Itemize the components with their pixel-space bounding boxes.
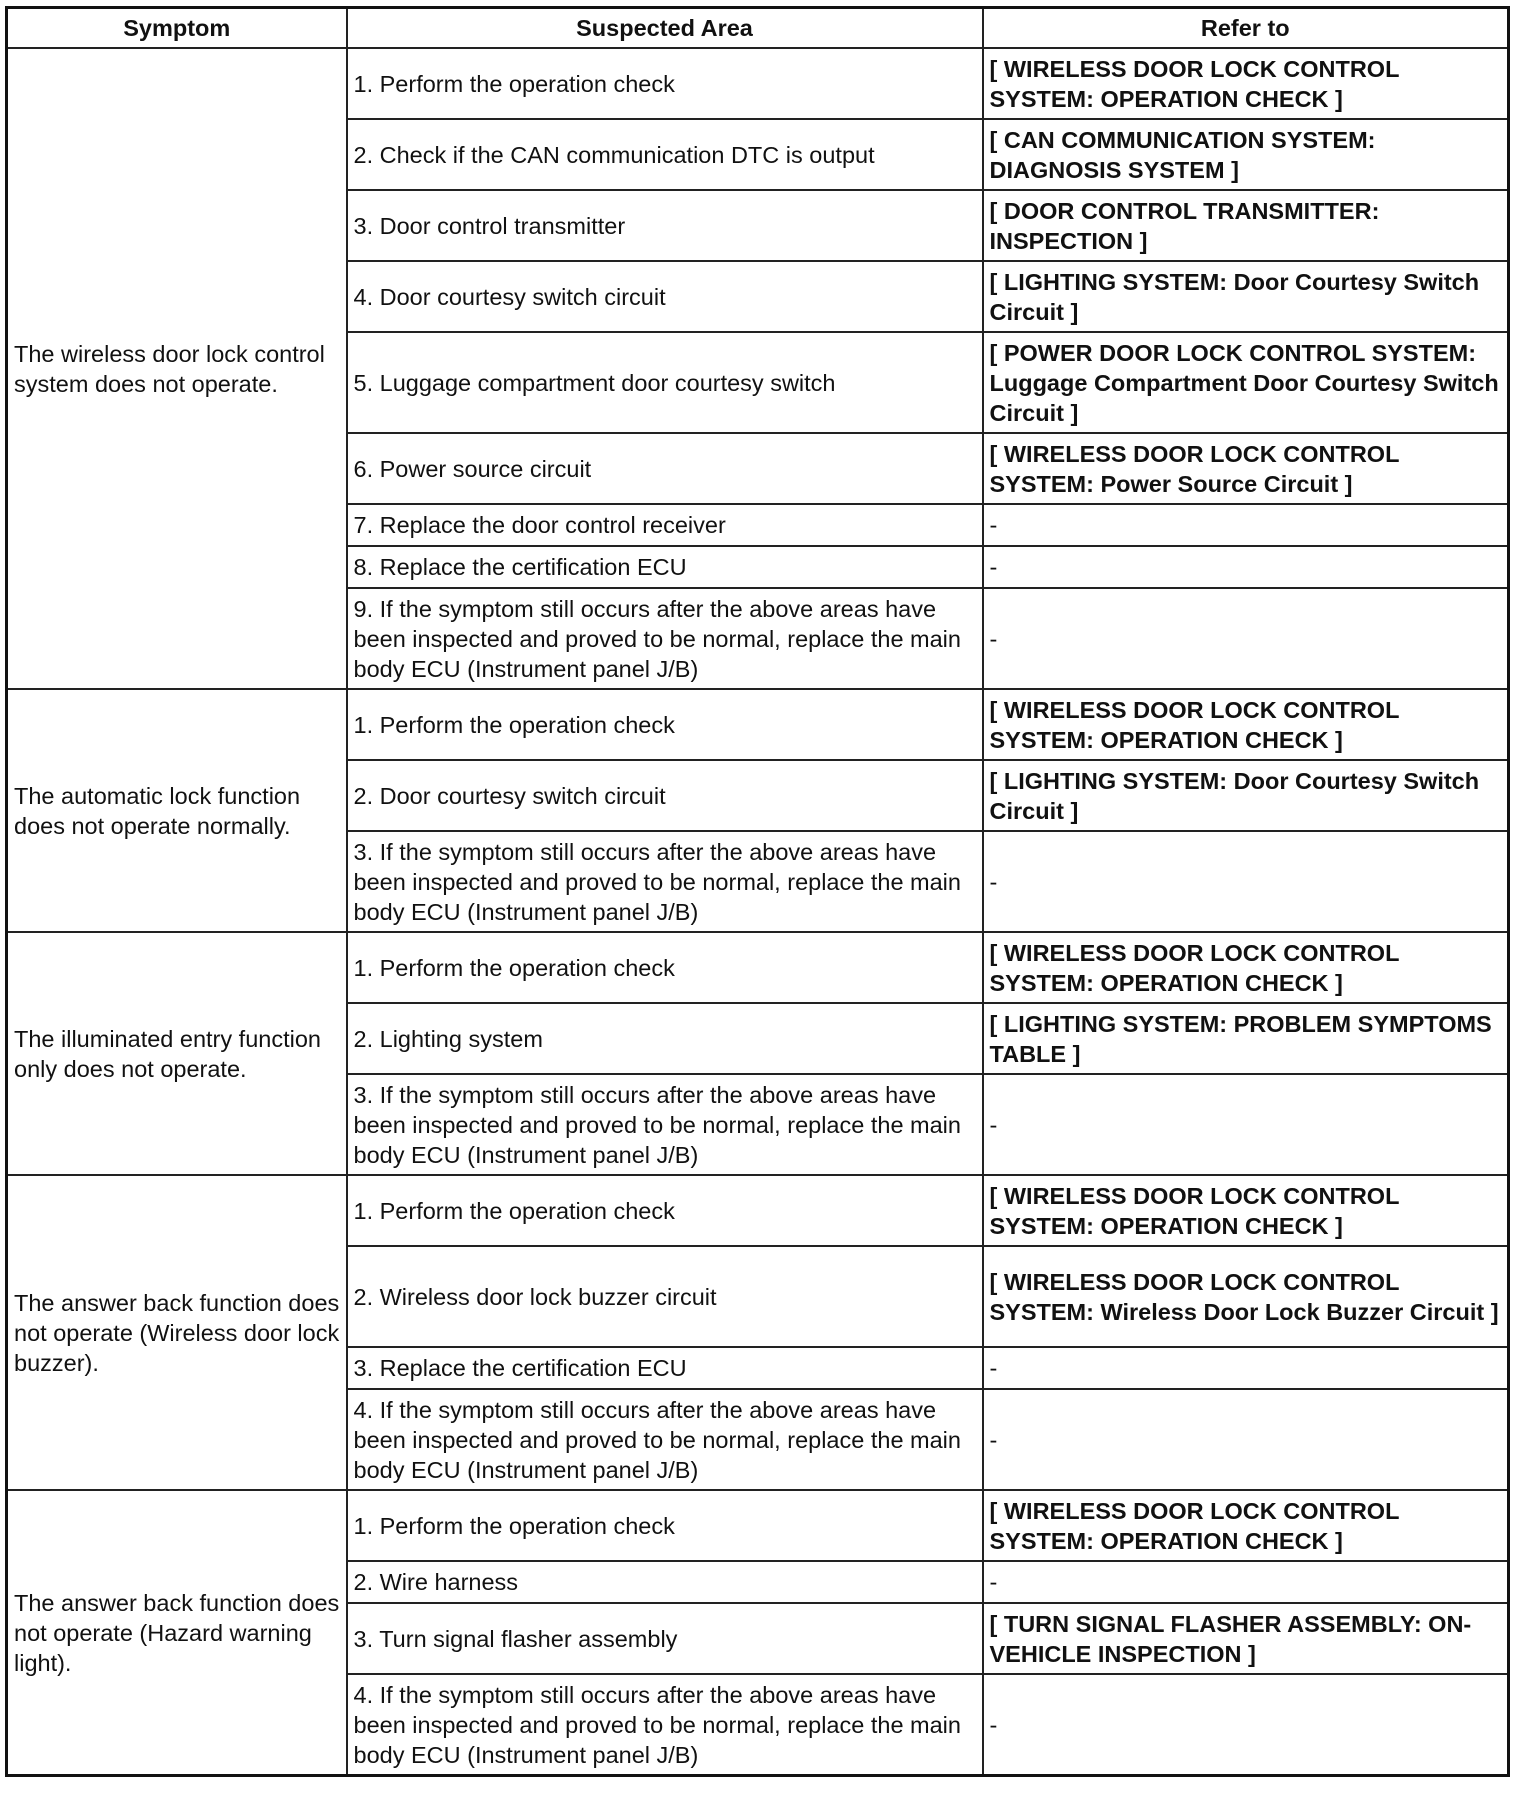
suspected-area-cell: 1. Perform the operation check: [347, 932, 983, 1003]
refer-to-link[interactable]: [ LIGHTING SYSTEM: Door Courtesy Switch Circuit ]: [983, 261, 1509, 332]
suspected-area-cell: 2. Wireless door lock buzzer circuit: [347, 1246, 983, 1347]
problem-symptoms-sheet: [5, 6, 1507, 1777]
refer-to-link[interactable]: [ WIRELESS DOOR LOCK CONTROL SYSTEM: OPERATION CHECK ]: [983, 1175, 1509, 1246]
refer-to-link[interactable]: [ CAN COMMUNICATION SYSTEM: DIAGNOSIS SYSTEM ]: [983, 119, 1509, 190]
table-row: [7, 48, 1509, 119]
suspected-area-cell: 2. Wire harness: [347, 1561, 983, 1603]
refer-to-link[interactable]: [ LIGHTING SYSTEM: Door Courtesy Switch Circuit ]: [983, 760, 1509, 831]
refer-to-link[interactable]: [ WIRELESS DOOR LOCK CONTROL SYSTEM: OPERATION CHECK ]: [983, 48, 1509, 119]
problem-symptoms-table: [5, 6, 1510, 1777]
suspected-area-cell: 3. Door control transmitter: [347, 190, 983, 261]
symptom-cell: The automatic lock function does not operate normally.: [7, 689, 347, 932]
suspected-area-cell: 3. Turn signal flasher assembly: [347, 1603, 983, 1674]
symptom-cell: The answer back function does not operate (Hazard warning light).: [7, 1490, 347, 1776]
header-suspected-area: Suspected Area: [347, 8, 983, 49]
suspected-area-cell: 2. Lighting system: [347, 1003, 983, 1074]
suspected-area-cell: 1. Perform the operation check: [347, 1175, 983, 1246]
suspected-area-cell: 9. If the symptom still occurs after the above areas have been inspected and proved to be normal, replace the main body ECU (Instrument panel J/B): [347, 588, 983, 689]
refer-to-cell: -: [983, 1674, 1509, 1776]
table-row: [7, 1175, 1509, 1246]
table-row: [7, 932, 1509, 1003]
header-symptom: Symptom: [7, 8, 347, 49]
refer-to-link[interactable]: [ LIGHTING SYSTEM: PROBLEM SYMPTOMS TABLE ]: [983, 1003, 1509, 1074]
suspected-area-cell: 1. Perform the operation check: [347, 689, 983, 760]
symptom-cell: The illuminated entry function only does not operate.: [7, 932, 347, 1175]
refer-to-cell: -: [983, 1074, 1509, 1175]
table-row: [7, 1490, 1509, 1561]
suspected-area-cell: 3. Replace the certification ECU: [347, 1347, 983, 1389]
table-body: [7, 48, 1509, 1776]
suspected-area-cell: 4. If the symptom still occurs after the above areas have been inspected and proved to be normal, replace the main body ECU (Instrument panel J/B): [347, 1389, 983, 1490]
refer-to-link[interactable]: [ WIRELESS DOOR LOCK CONTROL SYSTEM: Power Source Circuit ]: [983, 433, 1509, 504]
suspected-area-cell: 4. Door courtesy switch circuit: [347, 261, 983, 332]
refer-to-link[interactable]: [ TURN SIGNAL FLASHER ASSEMBLY: ON-VEHICLE INSPECTION ]: [983, 1603, 1509, 1674]
refer-to-link[interactable]: [ POWER DOOR LOCK CONTROL SYSTEM: Luggage Compartment Door Courtesy Switch Circuit ]: [983, 332, 1509, 433]
suspected-area-cell: 2. Check if the CAN communication DTC is output: [347, 119, 983, 190]
table-header: [7, 8, 1509, 49]
suspected-area-cell: 5. Luggage compartment door courtesy switch: [347, 332, 983, 433]
refer-to-link[interactable]: [ WIRELESS DOOR LOCK CONTROL SYSTEM: OPERATION CHECK ]: [983, 689, 1509, 760]
suspected-area-cell: 2. Door courtesy switch circuit: [347, 760, 983, 831]
refer-to-cell: -: [983, 504, 1509, 546]
suspected-area-cell: 3. If the symptom still occurs after the above areas have been inspected and proved to be normal, replace the main body ECU (Instrument panel J/B): [347, 1074, 983, 1175]
refer-to-link[interactable]: [ WIRELESS DOOR LOCK CONTROL SYSTEM: Wireless Door Lock Buzzer Circuit ]: [983, 1246, 1509, 1347]
refer-to-cell: -: [983, 588, 1509, 689]
symptom-cell: The wireless door lock control system does not operate.: [7, 48, 347, 689]
suspected-area-cell: 1. Perform the operation check: [347, 1490, 983, 1561]
refer-to-cell: -: [983, 1347, 1509, 1389]
refer-to-link[interactable]: [ WIRELESS DOOR LOCK CONTROL SYSTEM: OPERATION CHECK ]: [983, 1490, 1509, 1561]
suspected-area-cell: 6. Power source circuit: [347, 433, 983, 504]
refer-to-cell: -: [983, 831, 1509, 932]
suspected-area-cell: 1. Perform the operation check: [347, 48, 983, 119]
refer-to-link[interactable]: [ DOOR CONTROL TRANSMITTER: INSPECTION ]: [983, 190, 1509, 261]
suspected-area-cell: 4. If the symptom still occurs after the above areas have been inspected and proved to be normal, replace the main body ECU (Instrument panel J/B): [347, 1674, 983, 1776]
symptom-cell: The answer back function does not operate (Wireless door lock buzzer).: [7, 1175, 347, 1490]
refer-to-cell: -: [983, 1561, 1509, 1603]
suspected-area-cell: 8. Replace the certification ECU: [347, 546, 983, 588]
header-refer-to: Refer to: [983, 8, 1509, 49]
refer-to-cell: -: [983, 1389, 1509, 1490]
suspected-area-cell: 3. If the symptom still occurs after the above areas have been inspected and proved to be normal, replace the main body ECU (Instrument panel J/B): [347, 831, 983, 932]
refer-to-link[interactable]: [ WIRELESS DOOR LOCK CONTROL SYSTEM: OPERATION CHECK ]: [983, 932, 1509, 1003]
header-row: [7, 8, 1509, 49]
suspected-area-cell: 7. Replace the door control receiver: [347, 504, 983, 546]
refer-to-cell: -: [983, 546, 1509, 588]
table-row: [7, 689, 1509, 760]
